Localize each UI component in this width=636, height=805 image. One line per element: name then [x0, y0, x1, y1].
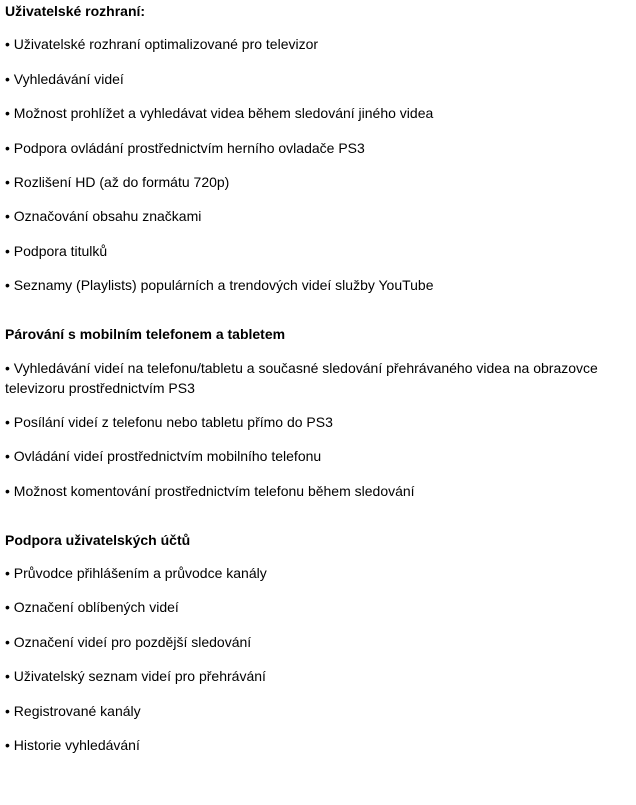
list-item-text: Možnost prohlížet a vyhledávat videa během sledování jiného videa: [13, 105, 434, 122]
document: [5, 0, 633, 755]
list-item-text: Historie vyhledávání: [13, 737, 140, 754]
list-item: [5, 735, 633, 755]
bullet-list-user-accounts: [5, 563, 633, 755]
bullet: •: [5, 737, 10, 754]
bullet: •: [5, 359, 10, 376]
list-item-text: Ovládání videí prostřednictvím mobilního telefonu: [13, 448, 322, 465]
bullet: •: [5, 70, 10, 87]
list-item: [5, 597, 633, 617]
list-item: [5, 206, 633, 226]
list-item-text: Uživatelské rozhraní optimalizované pro televizor: [13, 36, 319, 53]
list-item-text: Registrované kanály: [13, 702, 141, 719]
bullet: •: [5, 599, 10, 616]
list-item: [5, 563, 633, 583]
list-item: [5, 481, 633, 501]
list-item: [5, 69, 633, 89]
section-title-mobile-pairing: Párování s mobilním telefonem a tabletem: [5, 326, 286, 343]
list-item-text: Seznamy (Playlists) populárních a trendových videí služby YouTube: [13, 277, 434, 294]
section-title-user-interface: Uživatelské rozhraní:: [5, 3, 146, 19]
bullet: •: [5, 702, 10, 719]
bullet-list-user-interface: [5, 34, 633, 295]
list-item-text: Označení oblíbených videí: [13, 599, 179, 616]
list-item: [5, 275, 633, 295]
list-item-text: Vyhledávání videí: [13, 70, 124, 87]
list-item-text: Vyhledávání videí na telefonu/tabletu a současné sledování přehrávaného videa na obrazovce televizoru prostřednictvím PS3: [5, 359, 598, 396]
list-item-text: Označení videí pro pozdější sledování: [13, 633, 252, 650]
bullet: •: [5, 139, 10, 156]
bullet-list-mobile-pairing: [5, 358, 633, 501]
list-item-text: Možnost komentování prostřednictvím telefonu během sledování: [13, 482, 415, 499]
list-item-text: Uživatelský seznam videí pro přehrávání: [13, 668, 266, 685]
bullet: •: [5, 173, 10, 190]
bullet: •: [5, 413, 10, 430]
list-item-text: Označování obsahu značkami: [13, 208, 202, 225]
list-item: [5, 241, 633, 261]
bullet: •: [5, 448, 10, 465]
list-item: [5, 632, 633, 652]
list-item: [5, 34, 633, 54]
list-item-text: Podpora ovládání prostřednictvím herního ovladače PS3: [13, 139, 365, 156]
bullet: •: [5, 36, 10, 53]
list-item: [5, 103, 633, 123]
bullet: •: [5, 105, 10, 122]
list-item-text: Posílání videí z telefonu nebo tabletu přímo do PS3: [13, 413, 333, 430]
bullet: •: [5, 565, 10, 582]
bullet: •: [5, 668, 10, 685]
bullet: •: [5, 277, 10, 294]
list-item-text: Průvodce přihlášením a průvodce kanály: [13, 565, 267, 582]
list-item: [5, 666, 633, 686]
bullet: •: [5, 208, 10, 225]
list-item-text: Rozlišení HD (až do formátu 720p): [13, 173, 230, 190]
list-item: [5, 412, 633, 432]
list-item: [5, 358, 633, 398]
list-item: [5, 172, 633, 192]
section-title-user-accounts: Podpora uživatelských účtů: [5, 531, 191, 548]
list-item: [5, 446, 633, 466]
list-item-text: Podpora titulků: [13, 242, 108, 259]
bullet: •: [5, 482, 10, 499]
bullet: •: [5, 633, 10, 650]
list-item: [5, 138, 633, 158]
list-item: [5, 701, 633, 721]
bullet: •: [5, 242, 10, 259]
